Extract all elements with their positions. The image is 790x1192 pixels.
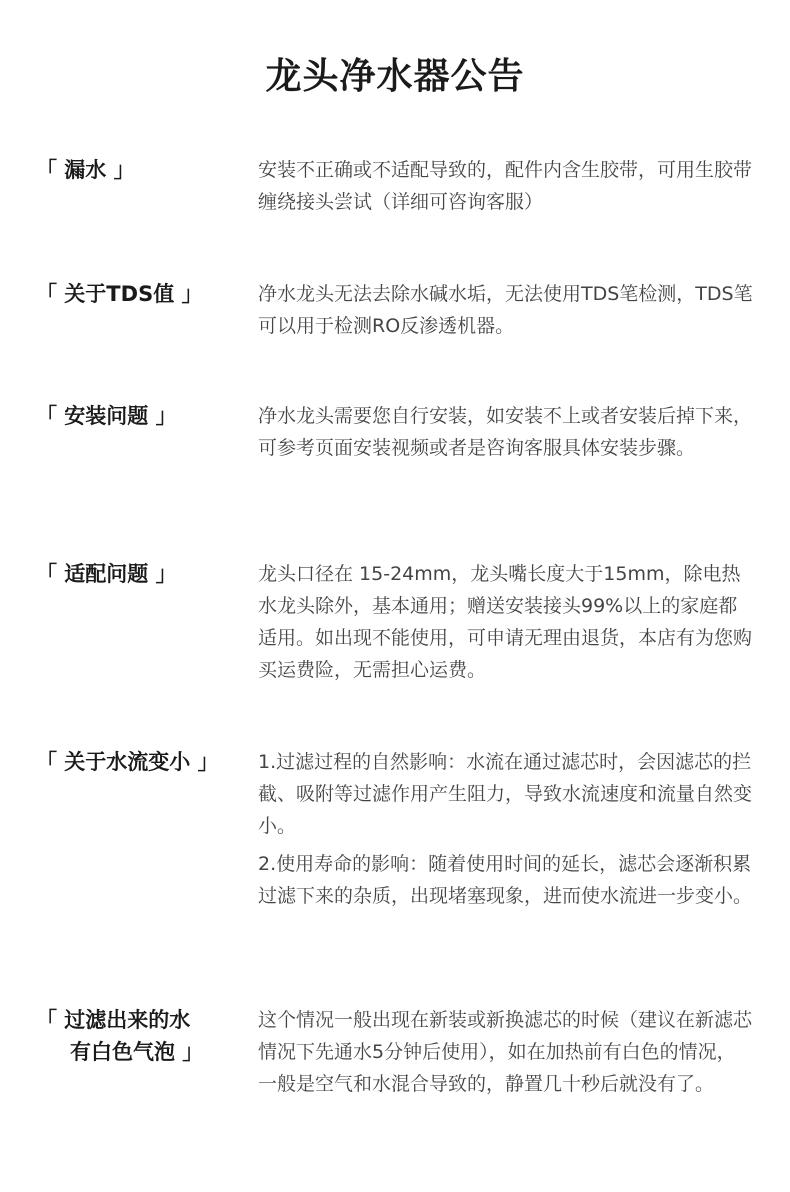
- faq-heading: 「 关于TDS值 」: [36, 282, 203, 306]
- faq-heading: [36, 1004, 236, 1068]
- faq-answer: [258, 278, 754, 348]
- faq-answer-paragraph: 安装不正确或不适配导致的，配件内含生胶带，可用生胶带缠绕接头尝试（详细可咨询客服）: [258, 159, 753, 213]
- faq-answer: [258, 1004, 754, 1106]
- faq-answer: [258, 154, 754, 224]
- faq-answer: [258, 400, 754, 470]
- faq-heading: 「 适配问题 」: [36, 562, 177, 586]
- page-title: 龙头净水器公告: [265, 56, 525, 97]
- faq-answer-paragraph: 龙头口径在 15-24mm，龙头嘴长度大于15mm，除电热水龙头除外，基本通用；赠送安装接头99%以上的家庭都适用。如出现不能使用，可申请无理由退货，本店有为您购买运费险，无需担心运费。: [258, 563, 753, 681]
- faq-heading-line: 有白色气泡 」: [70, 1040, 204, 1064]
- faq-heading: 「 关于水流变小 」: [36, 750, 219, 774]
- faq-heading-line: 「 过滤出来的水: [36, 1008, 191, 1032]
- faq-heading: 「 漏水 」: [36, 158, 135, 182]
- faq-answer-paragraph: 2.使用寿命的影响：随着使用时间的延长，滤芯会逐渐积累过滤下来的杂质，出现堵塞现象，进而使水流进一步变小。: [258, 853, 753, 907]
- faq-heading: 「 安装问题 」: [36, 404, 177, 428]
- faq-answer-paragraph: 净水龙头无法去除水碱水垢，无法使用TDS笔检测，TDS笔可以用于检测RO反渗透机器。: [258, 283, 753, 337]
- faq-answer-paragraph: 净水龙头需要您自行安装，如安装不上或者安装后掉下来，可参考页面安装视频或者是咨询客服具体安装步骤。: [258, 405, 753, 459]
- faq-answer: [258, 558, 754, 692]
- faq-answer: [258, 746, 754, 918]
- faq-answer-paragraph: 1.过滤过程的自然影响：水流在通过滤芯时，会因滤芯的拦截、吸附等过滤作用产生阻力，导致水流速度和流量自然变小。: [258, 751, 753, 837]
- faq-answer-paragraph: 这个情况一般出现在新装或新换滤芯的时候（建议在新滤芯情况下先通水5分钟后使用），如在加热前有白色的情况，一般是空气和水混合导致的，静置几十秒后就没有了。: [258, 1009, 753, 1095]
